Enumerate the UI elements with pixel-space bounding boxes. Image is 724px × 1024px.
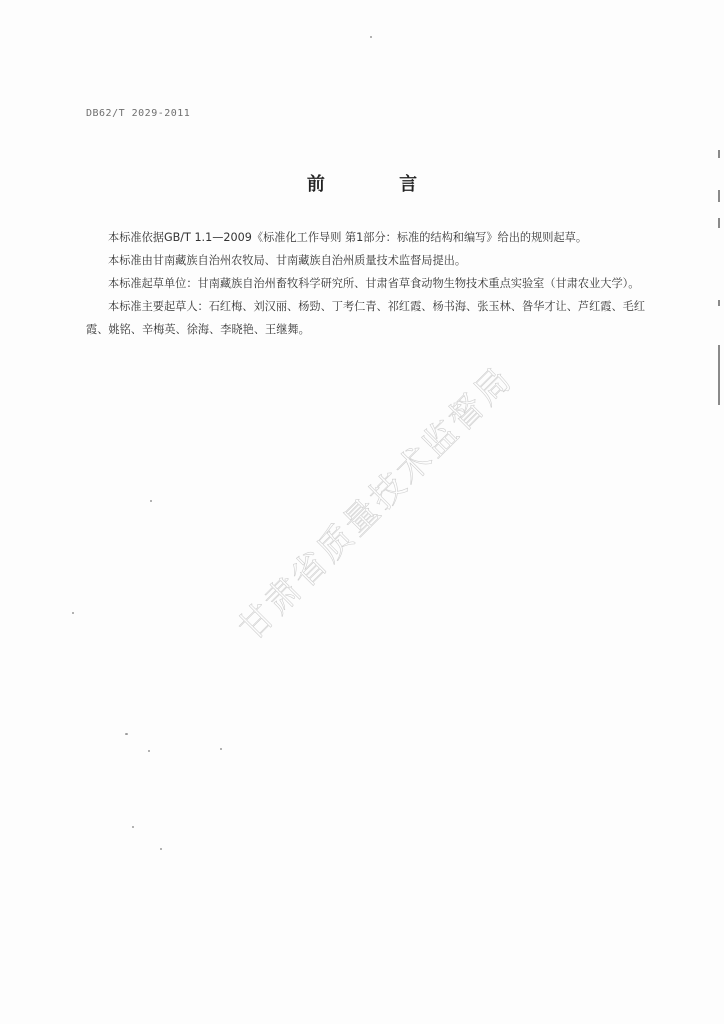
scan-edge-mark (718, 300, 720, 306)
scan-speck (148, 750, 150, 752)
scan-speck (160, 848, 162, 850)
scan-speck (72, 612, 74, 614)
scan-speck (370, 36, 372, 38)
paragraph-drafters: 本标准主要起草人：石红梅、刘汉丽、杨勁、丁考仁青、祁红霞、杨书海、张玉林、昝华才让、芦红霞、毛红霞、姚铭、辛梅英、徐海、李晓艳、王继舞。 (86, 300, 646, 336)
scan-speck (220, 748, 222, 750)
scan-speck (132, 826, 134, 828)
preface-body (86, 226, 666, 341)
scan-speck (150, 500, 152, 502)
paragraph-drafting-rules: 本标准依据GB/T 1.1—2009《标准化工作导则 第1部分：标准的结构和编写》给出的规则起草。 (108, 231, 588, 244)
paragraph-drafting-units: 本标准起草单位：甘南藏族自治州畜牧科学研究所、甘肃省草食动物生物技术重点实验室（甘肃农业大学）。 (108, 277, 640, 290)
scan-edge-mark (718, 150, 720, 158)
scan-edge-mark (718, 218, 720, 228)
scan-speck (125, 733, 128, 735)
section-title: 前 言 (306, 174, 452, 195)
paragraph-proposer: 本标准由甘南藏族自治州农牧局、甘南藏族自治州质量技术监督局提出。 (108, 254, 467, 267)
scan-edge-mark (718, 345, 720, 405)
watermark-stamp: 甘肃省质量技术监督局 (231, 358, 521, 649)
standard-code: DB62/T 2029-2011 (86, 108, 191, 119)
scan-edge-mark (718, 190, 720, 202)
